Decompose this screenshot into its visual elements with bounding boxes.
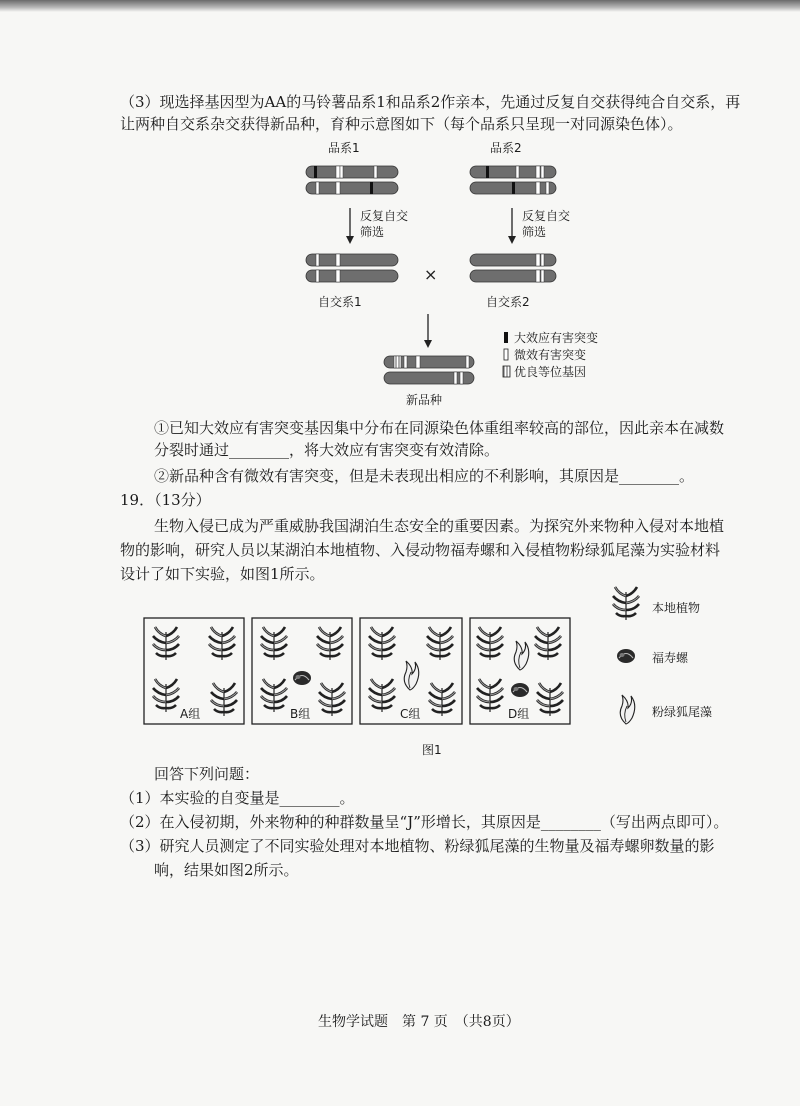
legend-minor-mutation: 微效有害突变 bbox=[514, 348, 587, 362]
figure1-caption: 图1 bbox=[422, 743, 442, 757]
q19-intro-line2: 物的影响，研究人员以某湖泊本地植物、入侵动物福寿螺和入侵植物粉绿狐尾藻为实验材料 bbox=[120, 541, 721, 559]
inbred1-label: 自交系1 bbox=[318, 295, 362, 309]
question-3-line1: （3）研究人员测定了不同实验处理对本地植物、粉绿狐尾藻的生物量及福寿螺卵数量的影 bbox=[120, 837, 715, 855]
cross-symbol: × bbox=[424, 265, 438, 284]
q1-line1: ①已知大效应有害突变基因集中分布在同源染色体重组率较高的部位，因此亲本在减数 bbox=[154, 419, 725, 437]
part3-line1: （3）现选择基因型为AA的马铃薯品系1和品系2作亲本，先通过反复自交获得纯合自交系，再 bbox=[120, 93, 741, 111]
legend-algae: 粉绿狐尾藻 bbox=[652, 705, 713, 719]
q1-line2: 分裂时通过________，将大效应有害突变有效清除。 bbox=[154, 441, 500, 459]
legend-native-plant: 本地植物 bbox=[652, 601, 701, 615]
inbred1-chromosomes bbox=[306, 254, 398, 282]
q19-header: 19．（13分） bbox=[120, 491, 211, 509]
group-a-label: A组 bbox=[180, 707, 201, 721]
q19-intro-line3: 设计了如下实验，如图1所示。 bbox=[120, 565, 325, 583]
group-d-label: D组 bbox=[508, 707, 530, 721]
part3-line2: 让两种自交系杂交获得新品种，育种示意图如下（每个品系只呈现一对同源染色体）。 bbox=[120, 115, 683, 133]
strain1-label: 品系1 bbox=[328, 141, 360, 155]
legend-major-mutation-swatch bbox=[504, 332, 508, 343]
selfing-label-left-1: 反复自交 bbox=[360, 209, 409, 223]
new-variety-label: 新品种 bbox=[406, 393, 443, 407]
strain2-label: 品系2 bbox=[490, 141, 522, 155]
selfing-label-left-2: 筛选 bbox=[360, 225, 385, 239]
legend-algae-icon bbox=[620, 695, 635, 724]
legend-major-mutation: 大效应有害突变 bbox=[514, 331, 599, 345]
selfing-label-right-1: 反复自交 bbox=[522, 209, 571, 223]
page-top-edge bbox=[0, 0, 800, 12]
strain2-chromosomes bbox=[470, 166, 556, 194]
diagram-legend bbox=[503, 330, 598, 379]
legend-native-plant-icon bbox=[613, 587, 639, 620]
figure-1 bbox=[136, 586, 716, 762]
question-3-line2: 响，结果如图2所示。 bbox=[154, 861, 299, 879]
legend-minor-mutation-swatch bbox=[504, 349, 508, 360]
breeding-diagram bbox=[290, 136, 620, 412]
legend-good-allele-swatch bbox=[503, 366, 510, 377]
inbred2-label: 自交系2 bbox=[486, 295, 530, 309]
question-2: （2）在入侵初期，外来物种的种群数量呈“J”形增长，其原因是________（写出两点即可）。 bbox=[120, 813, 729, 831]
group-b-label: B组 bbox=[290, 707, 311, 721]
questions-prompt: 回答下列问题： bbox=[154, 765, 260, 783]
legend-good-allele: 优良等位基因 bbox=[514, 365, 587, 379]
q2-text: ②新品种含有微效有害突变，但是未表现出相应的不利影响，其原因是________。 bbox=[154, 467, 695, 485]
selfing-arrow-right bbox=[508, 208, 516, 244]
legend-snail: 福寿螺 bbox=[652, 651, 689, 665]
selfing-label-right-2: 筛选 bbox=[522, 225, 547, 239]
page-footer: 生物学试题 第 7 页 （共8页） bbox=[318, 1014, 520, 1030]
q19-intro-line1: 生物入侵已成为严重威胁我国湖泊生态安全的重要因素。为探究外来物种入侵对本地植 bbox=[154, 517, 725, 535]
group-c-label: C组 bbox=[400, 707, 421, 721]
inbred2-chromosomes bbox=[470, 254, 556, 282]
figure1-legend bbox=[613, 587, 712, 724]
selfing-arrow-left bbox=[346, 208, 354, 244]
legend-snail-icon bbox=[617, 649, 635, 663]
strain1-chromosomes bbox=[306, 166, 398, 194]
new-variety-chromosomes bbox=[384, 356, 474, 384]
cross-arrow bbox=[424, 314, 432, 348]
question-1: （1）本实验的自变量是________。 bbox=[120, 789, 355, 807]
